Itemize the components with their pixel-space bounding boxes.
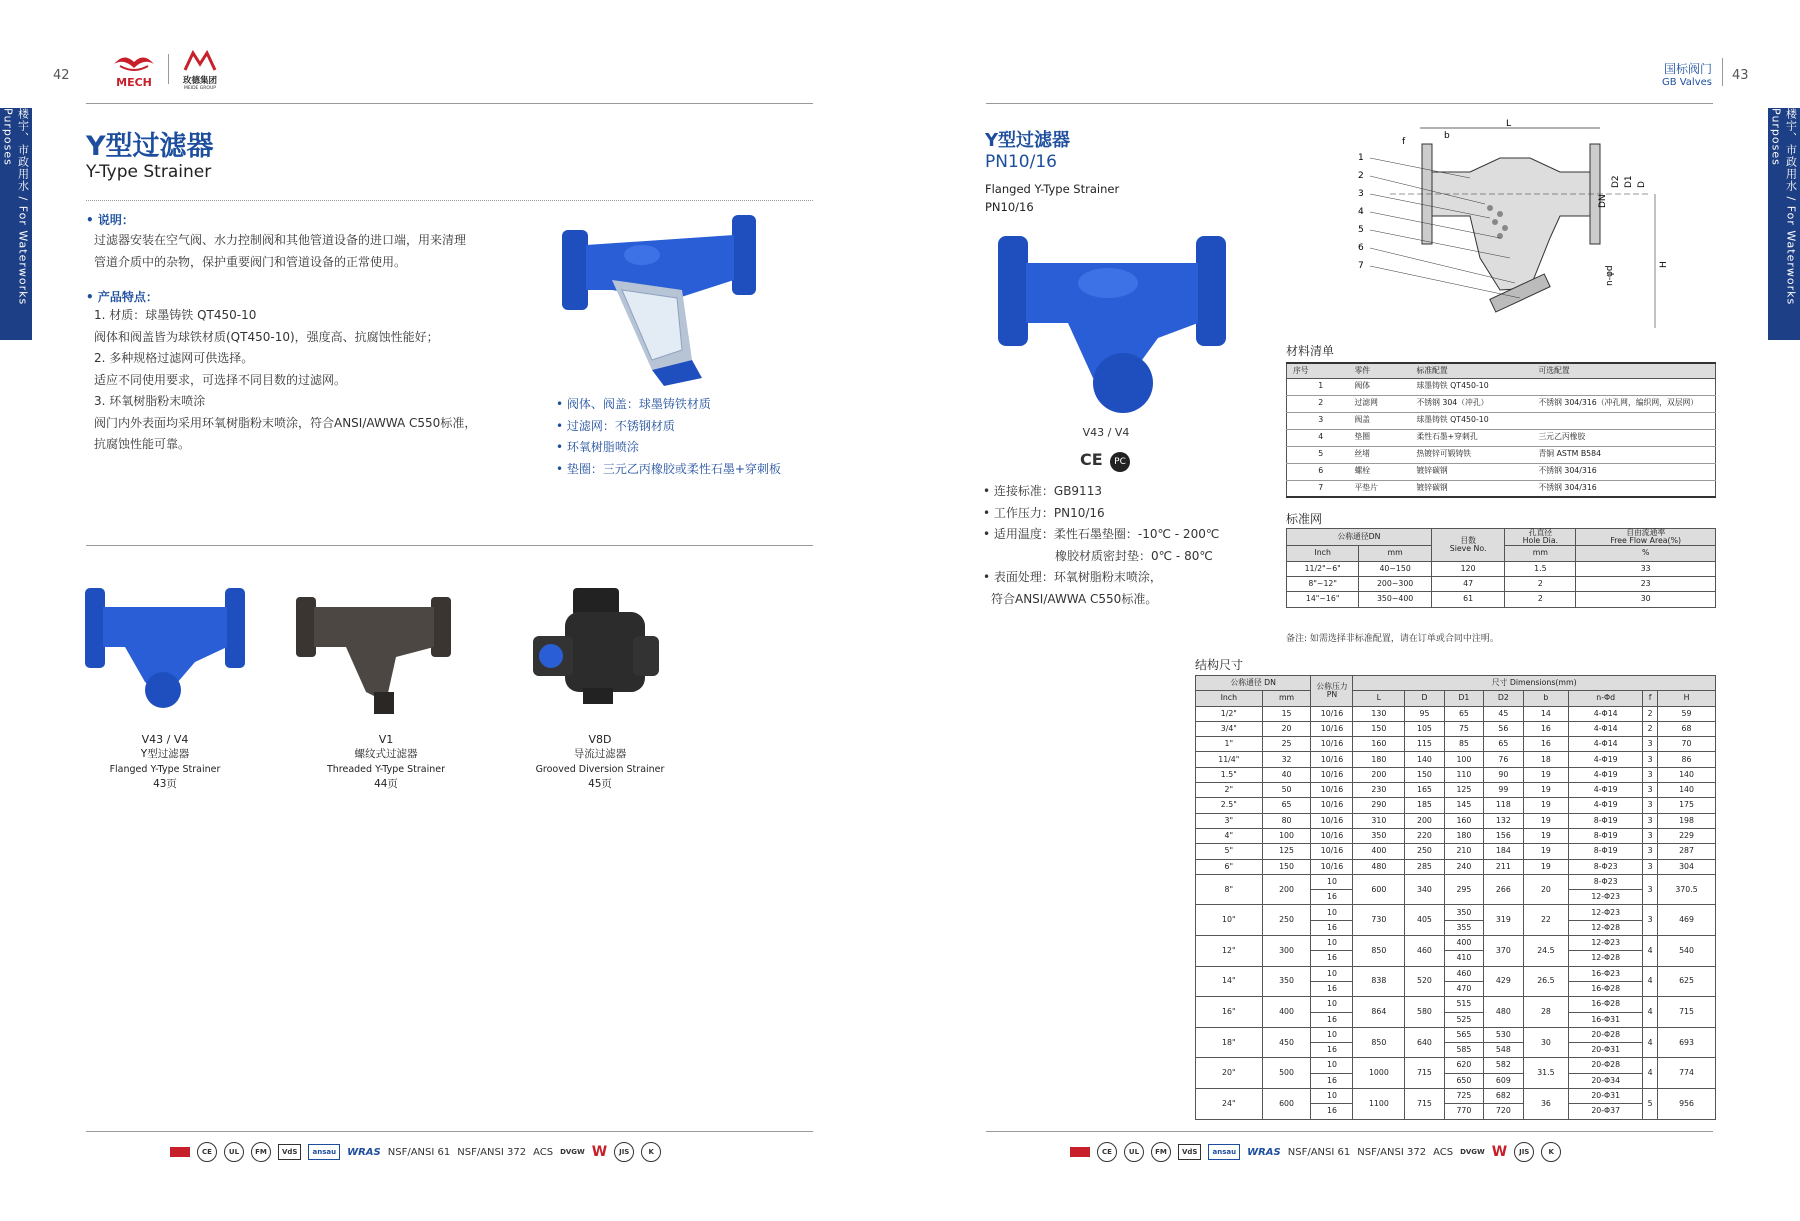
table-row: 2 过滤网 不锈钢 304（冲孔） 不锈钢 304/316（冲孔网，编织网，双层网） <box>1287 395 1716 412</box>
product-v1-image <box>296 592 456 726</box>
svg-text:D2: D2 <box>1611 175 1621 188</box>
y-strainer-cutaway-image <box>552 210 762 394</box>
k-logo: K <box>641 1142 661 1162</box>
ansau-logo: ansau <box>308 1144 340 1160</box>
dimension-diagram <box>1350 118 1680 332</box>
table-row: 14" 350 10 838 520 460 429 26.5 16-Φ23 4 625 <box>1196 966 1716 981</box>
mech-logo <box>110 50 158 89</box>
page-number-right: 43 <box>1732 68 1749 83</box>
product-v43-caption: V43 / V4 Y型过滤器 Flanged Y-Type Strainer 43页 <box>109 733 221 790</box>
side-tab-right: 楼宇、市政用水 / For Waterworks Purposes <box>1768 108 1800 340</box>
feature-bullets: • 阀体、阀盖：球墨铸铁材质 • 过滤网：不锈钢材质 • 环氧树脂喷涂 • 垫圈：三元乙丙橡胶或柔性石墨+穿刺板 <box>556 397 781 476</box>
table-row: 1" 25 10/16 160 115 85 65 16 4-Φ14 3 70 <box>1196 737 1716 752</box>
mesh-title: 标准网 <box>1286 512 1323 526</box>
pc-mark-icon: PC <box>1110 452 1130 472</box>
table-row: 1/2" 15 10/16 130 95 65 45 14 4-Φ14 2 59 <box>1196 706 1716 721</box>
svg-text:5: 5 <box>1358 225 1364 235</box>
label-b: b <box>1444 131 1450 141</box>
cert-logos-right <box>1070 1142 1561 1162</box>
page-title-en: Y-Type Strainer <box>86 162 212 182</box>
table-row: 4" 100 10/16 350 220 180 156 19 8-Φ19 3 229 <box>1196 828 1716 843</box>
material-title: 材料清单 <box>1286 344 1335 358</box>
table-row: 1 阀体 球墨铸铁 QT450-10 <box>1287 378 1716 395</box>
svg-text:4: 4 <box>1358 207 1364 217</box>
right-title-pn: PN10/16 <box>985 152 1057 172</box>
svg-text:1: 1 <box>1358 153 1364 163</box>
ce-logo: CE <box>1097 1142 1117 1162</box>
nsf61-label: NSF/ANSI 61 <box>387 1146 451 1158</box>
mech-text: MECH <box>116 76 152 89</box>
acs-label: ACS <box>533 1146 554 1158</box>
table-row: 4 垫圈 柔性石墨+穿刺孔 三元乙丙橡胶 <box>1287 429 1716 446</box>
jis-logo: JIS <box>614 1142 634 1162</box>
wras-logo: WRAS <box>347 1146 381 1158</box>
right-title-cn: Y型过滤器 <box>985 130 1071 151</box>
table-row: 16 355 12-Φ28 <box>1196 920 1716 935</box>
table-row: 3 阀盖 球墨铸铁 QT450-10 <box>1287 412 1716 429</box>
table-row: 16 470 16-Φ28 <box>1196 981 1716 996</box>
jis-logo: JIS <box>1514 1142 1534 1162</box>
side-tab-left: 楼宇、市政用水 / For Waterworks Purposes <box>0 108 32 340</box>
table-row: 16 12-Φ23 <box>1196 890 1716 905</box>
cert-logos-left <box>170 1142 661 1162</box>
table-row: 24" 600 10 1100 715 725 682 36 20-Φ31 5 956 <box>1196 1089 1716 1104</box>
table-row: 5" 125 10/16 400 250 210 184 19 8-Φ19 3 287 <box>1196 844 1716 859</box>
table-row: 6" 150 10/16 480 285 240 211 19 8-Φ23 3 304 <box>1196 859 1716 874</box>
flag-icon <box>1070 1147 1090 1157</box>
table-row: 3/4" 20 10/16 150 105 75 56 16 4-Φ14 2 68 <box>1196 721 1716 736</box>
page-title-cn: Y型过滤器 <box>86 131 214 162</box>
table-row: 11/2"~6" 40~150 120 1.5 33 <box>1287 561 1716 576</box>
ul-logo: UL <box>224 1142 244 1162</box>
right-subtitle: Flanged Y-Type Strainer PN10/16 <box>985 182 1120 214</box>
svg-text:7: 7 <box>1358 261 1364 271</box>
table-row: 16 525 16-Φ31 <box>1196 1012 1716 1027</box>
w-logo: W <box>1491 1144 1508 1160</box>
page-number-left: 42 <box>53 68 70 83</box>
product-v8d-image <box>523 588 683 732</box>
table-row: 16 585 548 20-Φ31 <box>1196 1043 1716 1058</box>
svg-text:n-φd: n-φd <box>1605 265 1615 286</box>
table-row: 7 平垫片 镀锌碳钢 不锈钢 304/316 <box>1287 480 1716 497</box>
table-row: 2.5" 65 10/16 290 185 145 118 19 4-Φ19 3 175 <box>1196 798 1716 813</box>
flag-icon <box>170 1147 190 1157</box>
dvgw-logo: DVGW <box>560 1148 585 1156</box>
svg-text:6: 6 <box>1358 243 1364 253</box>
nsf372-label: NSF/ANSI 372 <box>1357 1146 1427 1158</box>
label-f: f <box>1402 137 1406 147</box>
svg-text:2: 2 <box>1358 171 1364 181</box>
svg-text:D: D <box>1637 181 1647 188</box>
table-row: 12" 300 10 850 460 400 370 24.5 12-Φ23 4 540 <box>1196 936 1716 951</box>
acs-label: ACS <box>1433 1146 1454 1158</box>
w-logo: W <box>591 1144 608 1160</box>
features-heading: • 产品特点： <box>86 290 158 304</box>
nsf61-label: NSF/ANSI 61 <box>1287 1146 1351 1158</box>
table-row: 11/4" 32 10/16 180 140 100 76 18 4-Φ19 3 86 <box>1196 752 1716 767</box>
table-row: 8" 200 10 600 340 295 266 20 8-Φ23 3 370.5 <box>1196 874 1716 889</box>
desc-text: 过滤器安装在空气阀、水力控制阀和其他管道设备的进口端，用来清理 管道介质中的杂物，保护重要阀门和管道设备的正常使用。 <box>94 233 467 269</box>
table-row: 8"~12" 200~300 47 2 23 <box>1287 576 1716 591</box>
svg-text:DN: DN <box>1598 194 1608 208</box>
fm-logo: FM <box>251 1142 271 1162</box>
material-table: 序号 零件 标准配置 可选配置 1 阀体 球墨铸铁 QT450-10 2 过滤网 不锈钢 304（冲孔） 不锈钢 304/316（冲孔网，编织网，双层网） 3 阀盖 球墨铸铁 QT450-10 4 垫圈 柔性石墨+穿刺孔 三元乙丙橡胶 5 丝堵 热镀锌可锻铸铁 青铜 ASTM B584 6 螺栓 镀锌碳钢 不锈钢 304/316 7 平垫片 镀锌碳钢 不锈钢 304/316 <box>1286 362 1716 498</box>
product-v43-image <box>85 582 245 716</box>
v43-valve-image <box>998 228 1228 422</box>
spec-list: • 连接标准：GB9113 • 工作压力：PN10/16 • 适用温度：柔性石墨垫圈：-10℃ - 200℃ 橡胶材质密封垫：0℃ - 80℃ • 表面处理：环氧树脂粉末喷涂， 符合ANSI/AWWA C550标准。 <box>983 484 1220 606</box>
table-row: 5 丝堵 热镀锌可锻铸铁 青铜 ASTM B584 <box>1287 446 1716 463</box>
table-row: 2" 50 10/16 230 165 125 99 19 4-Φ19 3 140 <box>1196 783 1716 798</box>
svg-text:D1: D1 <box>1624 175 1634 188</box>
mesh-table: 公称通径DN 目数 Sieve No. 孔直径 Hole Dia. 自由流通率 Free Flow Area(%) Inch mm mm % 11/2"~6" 40~150 120 1.5 33 8"~12" 200~300 47 2 23 14"~16" 350~400 61 2 30 <box>1286 528 1716 608</box>
dimension-title: 结构尺寸 <box>1195 658 1244 672</box>
table-row: 1.5" 40 10/16 200 150 110 90 19 4-Φ19 3 140 <box>1196 767 1716 782</box>
k-logo: K <box>1541 1142 1561 1162</box>
v43-model-label: V43 / V4 <box>1082 426 1130 439</box>
ansau-logo: ansau <box>1208 1144 1240 1160</box>
meide-text: 玫德集团 <box>182 76 217 86</box>
wras-logo: WRAS <box>1247 1146 1281 1158</box>
ul-logo: UL <box>1124 1142 1144 1162</box>
table-row: 10" 250 10 730 405 350 319 22 12-Φ23 3 469 <box>1196 905 1716 920</box>
svg-text:3: 3 <box>1358 189 1364 199</box>
table-row: 3" 80 10/16 310 200 160 132 19 8-Φ19 3 198 <box>1196 813 1716 828</box>
mesh-note: 备注: 如需选择非标准配置，请在订单或合同中注明。 <box>1286 634 1499 644</box>
fm-logo: FM <box>1151 1142 1171 1162</box>
table-row: 18" 450 10 850 640 565 530 30 20-Φ28 4 693 <box>1196 1027 1716 1042</box>
meide-logo <box>175 50 225 91</box>
ce-mark: CE <box>1080 450 1103 469</box>
table-row: 16 410 12-Φ28 <box>1196 951 1716 966</box>
category-label <box>1620 60 1712 88</box>
table-row: 16 770 720 20-Φ37 <box>1196 1104 1716 1119</box>
dimension-table: 公称通径 DN 公称压力 PN 尺寸 Dimensions(mm) Inch mm L D D1 D2 b n-Φd f H 1/2" 15 10/16 130 95 65 45 14 4-Φ14 2 59 3/4" 20 10/16 150 105 75 56 16 4-Φ14 2 68 1" 25 10/16 160 115 85 65 16 4-Φ14 3 70 11/4" 32 10/16 180 140 100 76 18 4-Φ19 3 86 1.5" 40 10/16 200 150 110 90 19 4-Φ19 3 140 2" 50 10/16 230 165 125 99 19 4-Φ19 3 140 2.5" 65 10/16 290 185 145 118 19 4-Φ19 3 175 3" 80 10/16 310 200 160 132 19 8-Φ19 3 198 4" 100 10/16 350 220 180 156 19 8-Φ19 3 229 5" 125 10/16 400 250 210 184 19 8-Φ19 3 287 6" 150 10/16 480 285 240 211 19 8-Φ23 3 304 8" 200 10 600 340 295 266 20 8-Φ23 3 370.5 16 12-Φ23 10" 250 10 730 405 350 319 22 12-Φ23 3 469 16 355 12-Φ28 12" 300 10 850 460 400 370 24.5 12-Φ23 4 540 16 410 12-Φ28 14" 350 10 838 520 460 429 26.5 16-Φ23 4 625 16 470 16-Φ28 16" 400 10 864 580 515 480 28 16-Φ28 4 715 16 525 16-Φ31 18" 450 10 850 640 565 530 30 20-Φ28 4 693 16 585 548 20-Φ31 20" 500 10 1000 715 620 582 31.5 20-Φ28 4 774 16 650 609 20-Φ34 24" 600 10 1100 715 725 682 36 20-Φ31 5 956 16 770 720 20-Φ37 <box>1195 675 1716 1120</box>
vds-logo: VdS <box>278 1144 301 1160</box>
features-text: 1. 材质：球墨铸铁 QT450-10 阀体和阀盖皆为球铁材质(QT450-10)，强度高、抗腐蚀性能好； 2. 多种规格过滤网可供选择。 适应不同使用要求，可选择不同目数的过滤网。 3. 环氧树脂粉末喷涂 阀门内外表面均采用环氧树脂粉末喷涂，符合ANSI/AWWA C550标准， 抗腐蚀性能可靠。 <box>94 308 477 451</box>
category-cn: 国标阀门 <box>1663 62 1712 76</box>
dvgw-logo: DVGW <box>1460 1148 1485 1156</box>
vds-logo: VdS <box>1178 1144 1201 1160</box>
meide-sub: MEIDE GROUP <box>184 86 216 91</box>
table-row: 6 螺栓 镀锌碳钢 不锈钢 304/316 <box>1287 463 1716 480</box>
label-L: L <box>1506 119 1512 129</box>
nsf372-label: NSF/ANSI 372 <box>457 1146 527 1158</box>
product-v1-caption: V1 螺纹式过滤器 Threaded Y-Type Strainer 44页 <box>326 733 446 790</box>
product-v8d-caption: V8D 导流过滤器 Grooved Diversion Strainer 45页 <box>535 733 665 790</box>
desc-heading: • 说明： <box>86 213 134 227</box>
table-row: 16 650 609 20-Φ34 <box>1196 1073 1716 1088</box>
table-row: 16" 400 10 864 580 515 480 28 16-Φ28 4 715 <box>1196 997 1716 1012</box>
ce-logo: CE <box>197 1142 217 1162</box>
table-row: 14"~16" 350~400 61 2 30 <box>1287 592 1716 607</box>
category-en: GB Valves <box>1661 77 1712 88</box>
svg-text:H: H <box>1659 261 1669 268</box>
table-row: 20" 500 10 1000 715 620 582 31.5 20-Φ28 4 774 <box>1196 1058 1716 1073</box>
